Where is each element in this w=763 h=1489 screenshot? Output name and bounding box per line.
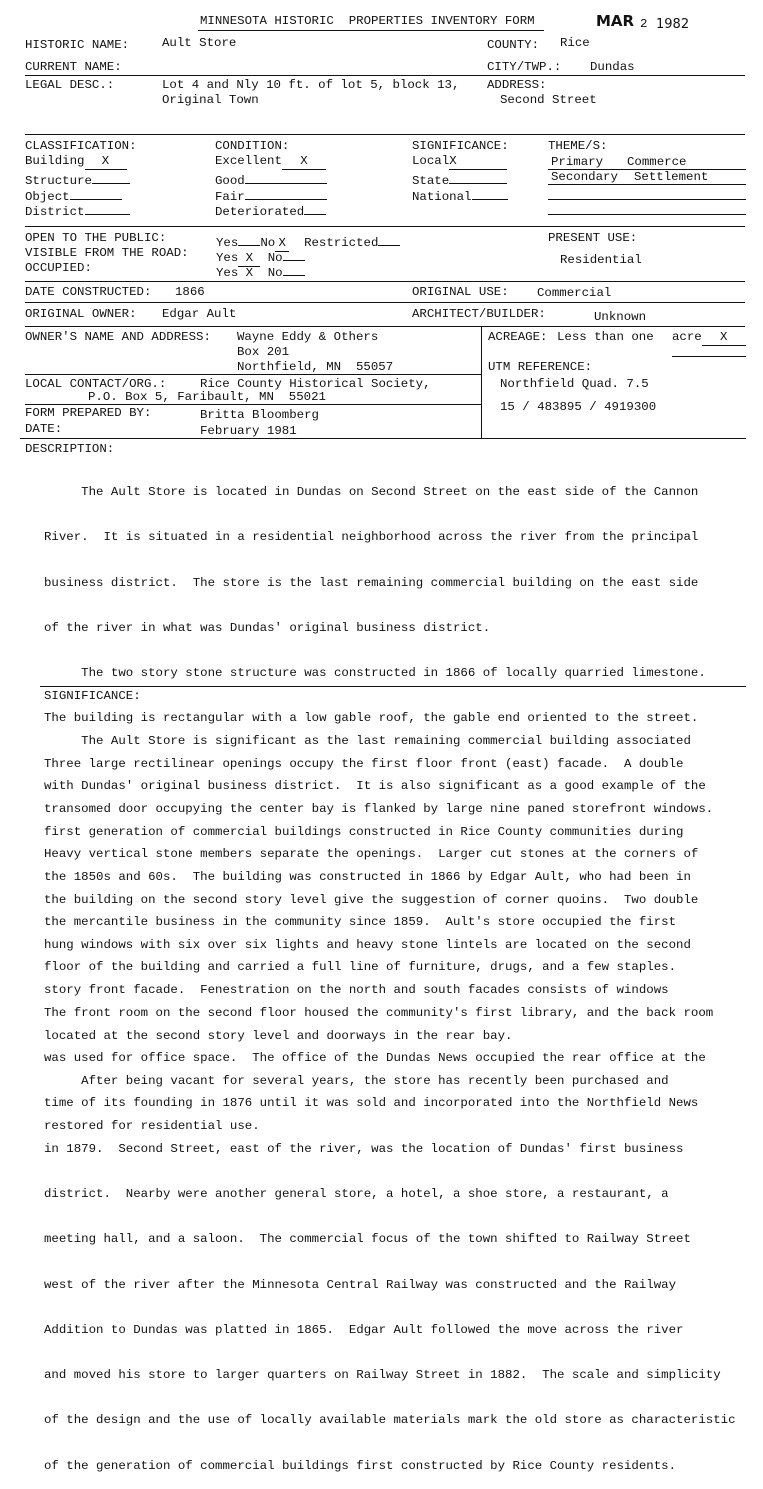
legal-desc-label: LEGAL DESC.:	[25, 78, 115, 92]
state-label: State	[412, 174, 450, 188]
county-value: Rice	[560, 36, 590, 50]
fair-label: Fair	[215, 190, 245, 204]
significance-level-label: SIGNIFICANCE:	[412, 139, 509, 153]
prepared-by-label: FORM PREPARED BY:	[25, 406, 152, 420]
national-label: National	[412, 190, 472, 204]
visible-yes-label: Yes	[216, 251, 239, 265]
city-twp-value: Dundas	[590, 60, 635, 74]
occupied-no-label: No	[267, 266, 283, 280]
district-label: District	[25, 205, 85, 219]
owner-line2: Box 201	[237, 345, 290, 359]
acreage-value: Less than one	[557, 330, 654, 344]
good-label: Good	[215, 174, 245, 188]
city-twp-label: CITY/TWP.:	[487, 60, 562, 74]
historic-name-value: Ault Store	[162, 36, 237, 50]
local-mark: X	[449, 154, 507, 170]
excellent-label: Excellent	[215, 154, 282, 168]
utm-coords: 15 / 483895 / 4919300	[500, 400, 657, 414]
local-label: Local	[412, 154, 450, 168]
open-no-label: No	[260, 236, 276, 250]
owner-label: OWNER'S NAME AND ADDRESS:	[25, 330, 211, 344]
original-owner-value: Edgar Ault	[162, 307, 237, 321]
date-stamp-day: 2	[640, 17, 648, 31]
object-label: Object	[25, 190, 70, 204]
current-name-label: CURRENT NAME:	[25, 60, 122, 74]
acre-label: acre	[672, 330, 702, 344]
open-public-label: OPEN TO THE PUBLIC:	[25, 231, 167, 245]
date-constructed-value: 1866	[175, 285, 205, 299]
theme-primary-label: Primary	[551, 155, 604, 169]
theme-secondary-value: Settlement	[634, 170, 709, 184]
visible-road-label: VISIBLE FROM THE ROAD:	[25, 246, 189, 260]
form-title: MINNESOTA HISTORIC PROPERTIES INVENTORY FORM	[200, 14, 535, 28]
occupied-label: OCCUPIED:	[25, 261, 92, 275]
classification-label: CLASSIFICATION:	[25, 139, 137, 153]
condition-label: CONDITION:	[215, 139, 290, 153]
acre-mark: X	[702, 330, 746, 346]
structure-label: Structure	[25, 174, 92, 188]
legal-desc-line2: Original Town	[162, 93, 259, 107]
county-label: COUNTY:	[487, 38, 540, 52]
original-owner-label: ORIGINAL OWNER:	[25, 307, 137, 321]
significance-label: SIGNIFICANCE:	[44, 689, 141, 703]
utm-label: UTM REFERENCE:	[488, 360, 593, 374]
address-label: ADDRESS:	[487, 78, 547, 92]
prepared-by-value: Britta Bloomberg	[200, 408, 319, 422]
theme-primary-value: Commerce	[627, 155, 687, 169]
address-value: Second Street	[500, 93, 597, 107]
excellent-mark: X	[282, 154, 326, 170]
legal-desc-line1: Lot 4 and Nly 10 ft. of lot 5, block 13,	[162, 78, 460, 92]
original-use-value: Commercial	[537, 286, 612, 300]
description-label: DESCRIPTION:	[25, 442, 115, 456]
present-use-value: Residential	[560, 253, 642, 267]
local-contact-label: LOCAL CONTACT/ORG.:	[25, 377, 167, 391]
building-label: Building	[25, 154, 85, 168]
local-contact-line1: Rice County Historical Society,	[200, 377, 431, 391]
date-constructed-label: DATE CONSTRUCTED:	[25, 285, 152, 299]
open-no-mark: X	[275, 236, 289, 252]
local-contact-line2: P.O. Box 5, Faribault, MN 55021	[88, 390, 326, 404]
significance-text: The Ault Store is significant as the last remaining commercial building associated with Dundas' original business district. It is also significant as a good example of the first generation of commercial buildings constructed in Rice County communities during the 1850s and 60s. The building was constructed in 1866 by Edgar Ault, who had been in the mercantile business in the community since 1859. Ault's store occupied the first floor of the building and carried a full line of furniture, drugs, and a few staples. The front room on the second floor housed the community's first library, and the back room was used for office space. The office of the Dundas News occupied the rear office at the time of its founding in 1876 until it was sold and incorporated into the Northfield News in 1879. Second Street, east of the river, was the location of Dundas' first business district. Nearby were another general store, a hotel, a shoe store, a restaurant, a meeting hall, and a saloon. The commercial focus of the town shifted to Railway Street west of the river after the Minnesota Central Railway was constructed and the Railway Addition to Dundas was platted in 1865. Edgar Ault followed the move across the river and moved his store to larger quarters on Railway Street in 1882. The scale and simplicity of the design and the use of locally available materials mark the old store as characteristic of the generation of commercial buildings first constructed by Rice County residents.	[44, 734, 736, 1473]
date-stamp-year: 1982	[656, 17, 690, 32]
utm-quad: Northfield Quad. 7.5	[500, 377, 649, 391]
original-use-label: ORIGINAL USE:	[412, 285, 509, 299]
date-stamp-month: MAR	[596, 12, 635, 30]
building-mark: X	[85, 154, 127, 170]
date-label: DATE:	[25, 422, 63, 436]
deteriorated-label: Deteriorated	[215, 205, 305, 219]
theme-secondary-label: Secondary	[551, 170, 618, 184]
occupied-yes-mark: X	[238, 266, 260, 282]
themes-label: THEME/S:	[548, 139, 608, 153]
architect-label: ARCHITECT/BUILDER:	[412, 307, 546, 321]
acreage-label: ACREAGE:	[488, 330, 548, 344]
visible-no-label: No	[267, 251, 283, 265]
visible-yes-mark: X	[238, 251, 260, 267]
date-value: February 1981	[200, 424, 297, 438]
architect-value: Unknown	[594, 310, 647, 324]
present-use-label: PRESENT USE:	[548, 231, 638, 245]
open-restricted-label: Restricted	[304, 236, 379, 250]
occupied-yes-label: Yes	[216, 266, 239, 280]
description-text: The Ault Store is located in Dundas on Second Street on the east side of the Cannon River. It is situated in a residential neighborhood across the river from the principal business district. The store is the last remaining commercial building on the east side of the river in what was Dundas' original business district. The two story stone structure was constructed in 1866 of locally quarried limestone. The building is rectangular with a low gable roof, the gable end oriented to the street. Three large rectilinear openings occupy the first floor front (east) facade. A double transomed door occupying the center bay is flanked by large nine paned storefront windows. Heavy vertical stone members separate the openings. Larger cut stones at the corners of the building on the second story level give the suggestion of corner quoins. Two double hung windows with six over six lights and heavy stone lintels are located on the second story front facade. Fenestration on the north and south facades consists of windows located at the second story level and doorways in the rear bay. After being vacant for several years, the store has recently been purchased and restored for residential use.	[44, 485, 714, 1134]
owner-line3: Northfield, MN 55057	[237, 360, 394, 374]
owner-line1: Wayne Eddy & Others	[237, 330, 379, 344]
open-yes-label: Yes	[216, 236, 239, 250]
historic-name-label: HISTORIC NAME:	[25, 38, 130, 52]
